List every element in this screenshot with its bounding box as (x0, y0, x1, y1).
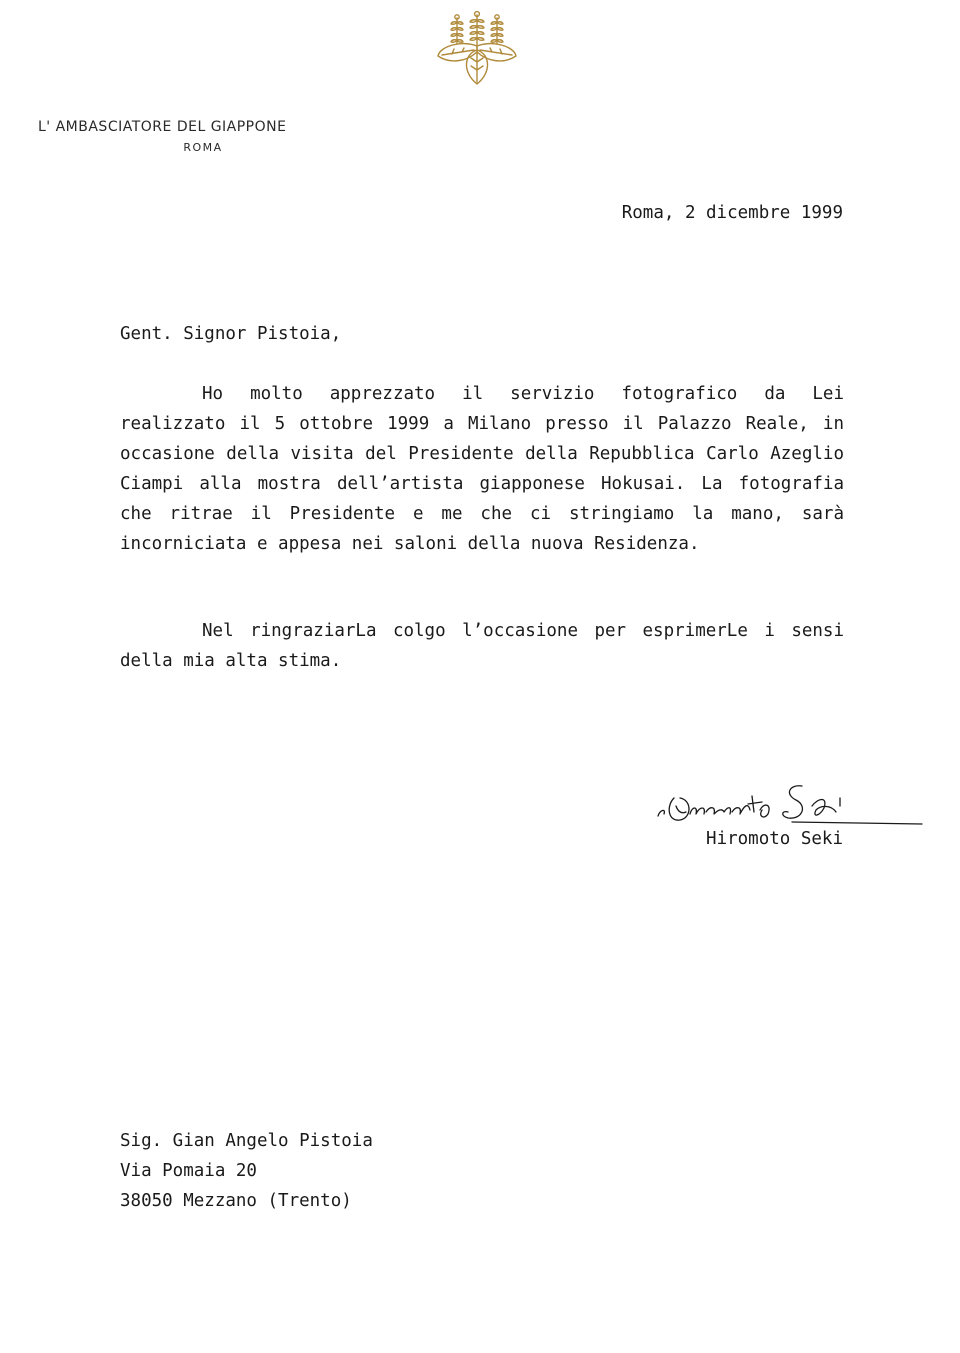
handwritten-signature (652, 776, 932, 832)
address-line: Sig. Gian Angelo Pistoia (120, 1131, 373, 1151)
closing-paragraph-text: Nel ringraziarLa colgo l’occasione per esprimerLe i sensi della mia alta stima. (120, 621, 844, 671)
address-line: 38050 Mezzano (Trento) (120, 1191, 352, 1211)
recipient-address (120, 1126, 373, 1216)
address-line: Via Pomaia 20 (120, 1161, 257, 1181)
salutation: Gent. Signor Pistoia, (120, 324, 342, 344)
letterhead-title: L' AMBASCIATORE DEL GIAPPONE (38, 119, 287, 135)
letterhead (38, 119, 368, 154)
letter-date: Roma, 2 dicembre 1999 (621, 203, 843, 223)
paulownia-crest-icon (432, 10, 522, 88)
signer-name: Hiromoto Seki (706, 829, 843, 849)
body-paragraph (120, 379, 844, 559)
body-paragraph-text: Ho molto apprezzato il servizio fotografico da Lei realizzato il 5 ottobre 1999 a Milano presso il Palazzo Reale, in occasione della visita del Presidente della Repubblica Carlo Azeglio Ciampi alla mostra dell’artista giapponese Hokusai. La fotografia che ritrae il Presidente e me che ci stringiamo la mano, sarà incorniciata e appesa nei saloni della nuova Residenza. (120, 384, 844, 554)
letterhead-city: ROMA (183, 141, 223, 154)
closing-paragraph (120, 616, 844, 676)
